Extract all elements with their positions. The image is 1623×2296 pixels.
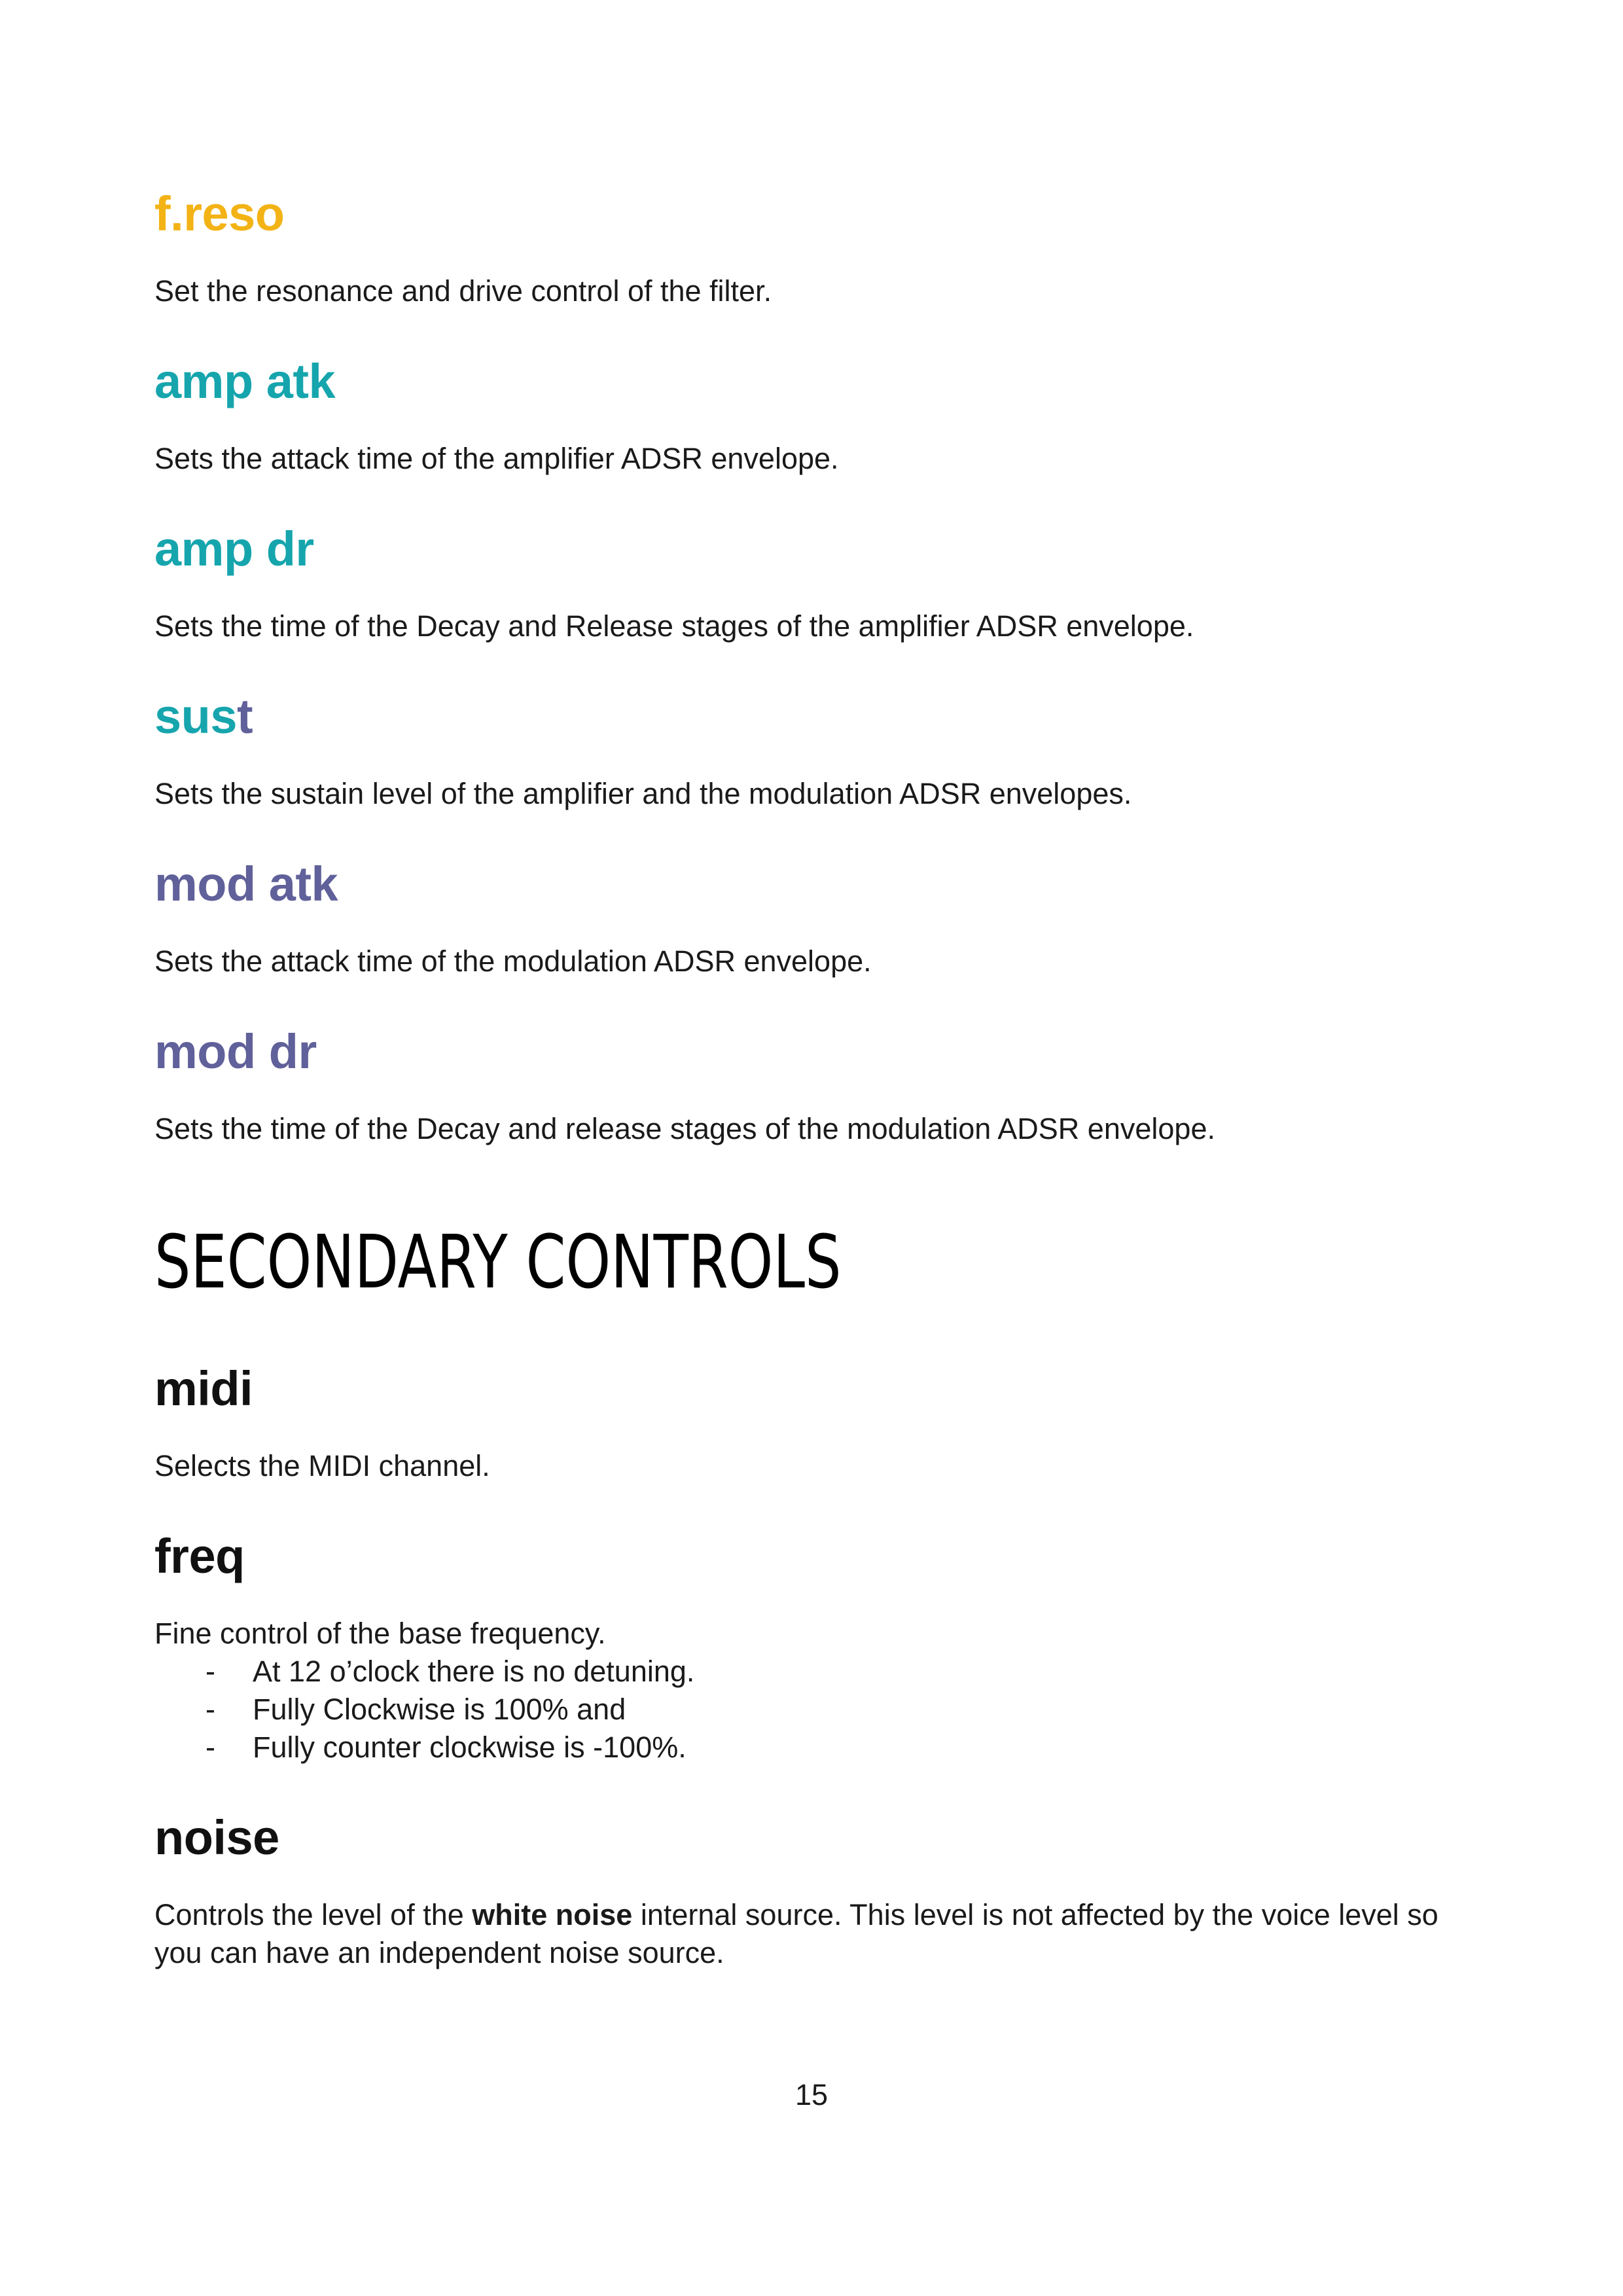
desc-noise bbox=[154, 1896, 1476, 1972]
section-sust bbox=[154, 689, 1476, 813]
desc-amp-dr: Sets the time of the Decay and Release stages of the amplifier ADSR envelope. bbox=[154, 609, 1194, 643]
section-freq bbox=[154, 1529, 1476, 1767]
bullet-dash: - bbox=[205, 1693, 215, 1726]
section-f-reso bbox=[154, 187, 1476, 310]
bullet-dash: - bbox=[205, 1731, 215, 1764]
heading-mod-dr: mod dr bbox=[154, 1024, 317, 1079]
desc-noise-bold: white noise bbox=[472, 1898, 633, 1931]
desc-noise-line2: you can have an independent noise source. bbox=[154, 1936, 724, 1969]
section-amp-dr bbox=[154, 522, 1476, 645]
section-secondary-title bbox=[154, 1220, 1476, 1305]
section-midi bbox=[154, 1361, 1476, 1485]
heading-sust-part2: t bbox=[237, 689, 253, 744]
heading-midi: midi bbox=[154, 1361, 253, 1416]
heading-sust bbox=[154, 689, 1476, 744]
bullet-text: At 12 o’clock there is no detuning. bbox=[253, 1655, 695, 1688]
heading-f-reso: f.reso bbox=[154, 187, 285, 241]
heading-mod-atk: mod atk bbox=[154, 857, 338, 911]
section-mod-dr bbox=[154, 1024, 1476, 1148]
list-item bbox=[154, 1691, 1476, 1729]
desc-amp-atk: Sets the attack time of the amplifier ADSR envelope. bbox=[154, 442, 839, 475]
desc-sust: Sets the sustain level of the amplifier and the modulation ADSR envelopes. bbox=[154, 777, 1132, 810]
desc-midi: Selects the MIDI channel. bbox=[154, 1449, 490, 1482]
section-mod-atk bbox=[154, 857, 1476, 980]
heading-amp-dr: amp dr bbox=[154, 522, 314, 576]
heading-amp-atk: amp atk bbox=[154, 354, 336, 408]
page-number: 15 bbox=[794, 2078, 829, 2111]
freq-bullet-list bbox=[154, 1653, 1476, 1767]
section-amp-atk bbox=[154, 354, 1476, 478]
desc-noise-part1: Controls the level of the bbox=[154, 1898, 473, 1931]
desc-f-reso: Set the resonance and drive control of the filter. bbox=[154, 274, 772, 308]
desc-freq: Fine control of the base frequency. bbox=[154, 1617, 606, 1650]
bullet-dash: - bbox=[205, 1655, 215, 1688]
section-noise bbox=[154, 1810, 1476, 1972]
heading-noise: noise bbox=[154, 1810, 279, 1865]
desc-mod-atk: Sets the attack time of the modulation ADSR envelope. bbox=[154, 944, 872, 978]
list-item bbox=[154, 1729, 1476, 1767]
heading-sust-part1: sus bbox=[154, 689, 238, 744]
heading-freq: freq bbox=[154, 1529, 245, 1583]
desc-noise-part2: internal source. This level is not affected by the voice level so bbox=[632, 1898, 1438, 1931]
bullet-text: Fully counter clockwise is -100%. bbox=[253, 1731, 687, 1764]
list-item bbox=[154, 1653, 1476, 1691]
bullet-text: Fully Clockwise is 100% and bbox=[253, 1693, 626, 1726]
secondary-controls-title: SECONDARY CONTROLS bbox=[154, 1220, 842, 1305]
desc-mod-dr: Sets the time of the Decay and release stages of the modulation ADSR envelope. bbox=[154, 1112, 1215, 1145]
